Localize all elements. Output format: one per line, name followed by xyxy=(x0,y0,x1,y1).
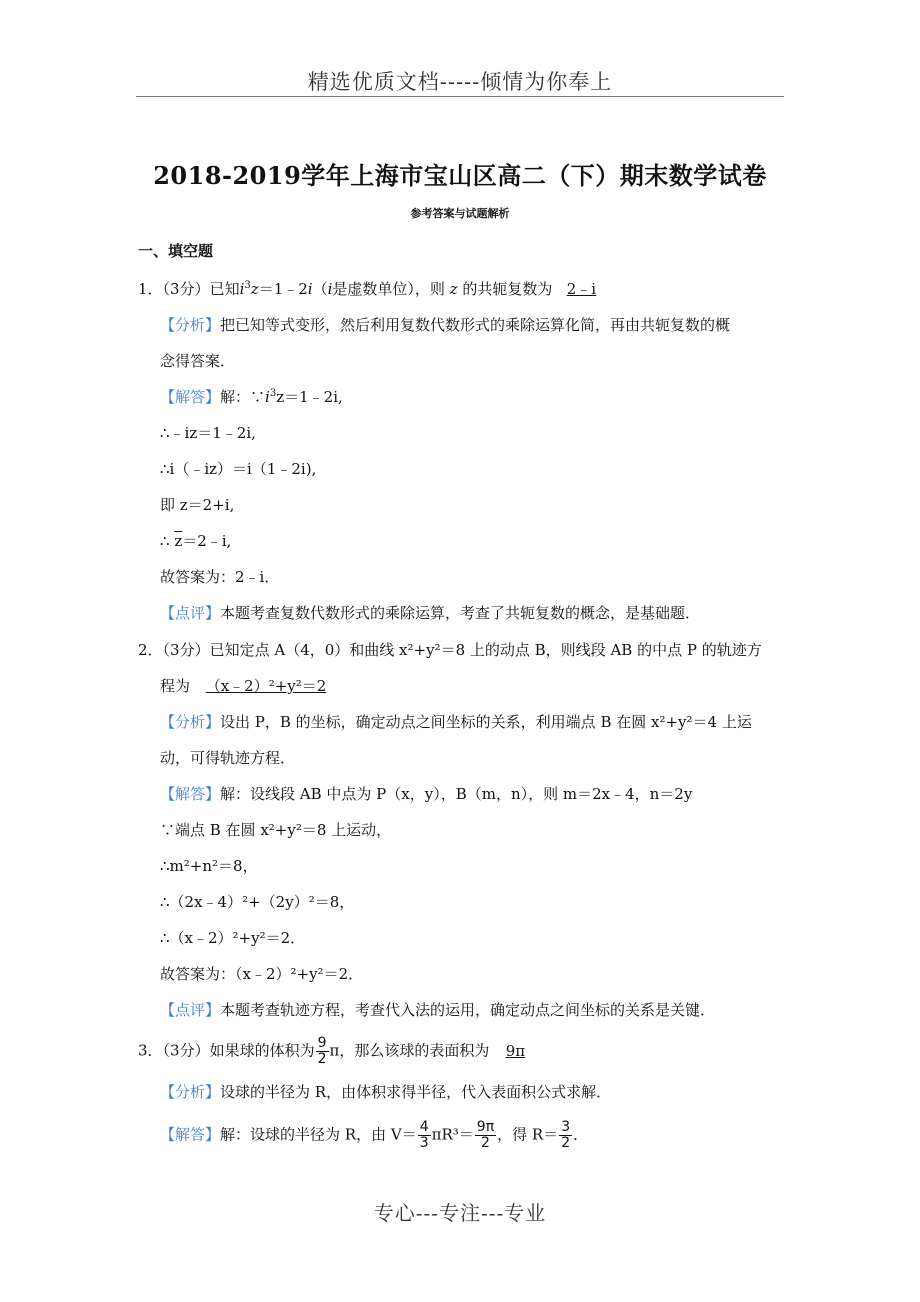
q3-answer: 9π xyxy=(505,1041,526,1060)
q2-final-answer: 故答案为：（x﹣2）²+y²＝2． xyxy=(160,965,364,983)
fraction-3-over-2: $\frac{3}{2}$ xyxy=(561,1119,571,1151)
q1-step-3: ∴i（﹣iz）＝i（1﹣2i), xyxy=(160,460,317,478)
q2-stem: 2．（3分）已知定点 A（4，0）和曲线 x²+y²＝8 上的动点 B，则线段 AB 的中点 P 的轨迹方 xyxy=(138,641,762,659)
q2-step-4: ∴（2x﹣4）²+（2y）²＝8， xyxy=(160,893,355,911)
q2-solution: 【解答】解：设线段 AB 中点为 P（x，y），B（m，n），则 m＝2x﹣4，n＝2y xyxy=(160,785,693,803)
q1-analysis-cont: 念得答案． xyxy=(160,352,236,370)
q1-stem: 1．（3分）已知$i^3z=1﹣2i(i$是虚数单位），则 z 的共轭复数为 2﹣i xyxy=(138,279,610,299)
q2-analysis: 【分析】设出 P，B 的坐标，确定动点之间坐标的关系，利用端点 B 在圆 x²+y²＝4 上运 xyxy=(160,713,752,731)
q2-stem-cont: 程为 （x﹣2）²+y²＝2 xyxy=(160,676,342,696)
fraction-4-over-3: $\frac{4}{3}$ xyxy=(419,1119,429,1151)
q2-answer: （x﹣2）²+y²＝2 xyxy=(205,677,327,695)
q1-comment: 【点评】本题考查复数代数形式的乘除运算，考查了共轭复数的概念，是基础题． xyxy=(160,604,701,622)
q2-step-5: ∴（x﹣2）²+y²＝2． xyxy=(160,929,306,947)
document-title: 2018-2019学年上海市宝山区高二（下）期末数学试卷 xyxy=(153,161,767,190)
q1-solution: 【解答】解：$\because i^3z=1﹣2i$, xyxy=(160,388,343,406)
q2-analysis-cont: 动，可得轨迹方程． xyxy=(160,749,296,767)
q1-answer: 2﹣i xyxy=(566,280,597,298)
section-heading: 一、填空题 xyxy=(138,242,214,260)
q1-step-2: ∴﹣iz＝1﹣2i, xyxy=(160,424,256,442)
document-subtitle: 参考答案与试题解析 xyxy=(410,207,510,220)
q1-step-4: 即 z＝2+i, xyxy=(160,496,235,514)
q3-stem: 3．（3分）如果球的体积为 $\frac{9}{2}$ π，那么该球的表面积为 9π xyxy=(138,1036,541,1067)
q1-final-answer: 故答案为：2﹣i． xyxy=(160,568,280,586)
q3-analysis: 【分析】设球的半径为 R，由体积求得半径，代入表面积公式求解． xyxy=(160,1083,612,1101)
q2-step-3: ∴m²+n²＝8， xyxy=(160,857,258,875)
page-footer: 专心---专注---专业 xyxy=(373,1201,547,1225)
conjugate-z: $\overline{z}$ xyxy=(174,532,183,550)
fraction-9-over-2: $\frac{9}{2}$ xyxy=(317,1035,327,1067)
q3-solution: 【解答】解：设球的半径为 R，由 V＝ $\frac{4}{3}$ πR³＝ $\frac{9\pi}{2}$ ，得 R＝ $\frac{3}{2}$ ． xyxy=(160,1119,589,1151)
q2-step-2: ∵端点 B 在圆 x²+y²＝8 上运动， xyxy=(160,821,392,839)
q1-step-5: ∴ $\overline{z}=2﹣i$, xyxy=(160,532,232,550)
q2-comment: 【点评】本题考查轨迹方程，考查代入法的运用，确定动点之间坐标的关系是关键． xyxy=(160,1001,716,1019)
fraction-9pi-over-2: $\frac{9\pi}{2}$ xyxy=(476,1119,495,1151)
q1-analysis: 【分析】把已知等式变形，然后利用复数代数形式的乘除运算化简，再由共轭复数的概 xyxy=(160,316,731,334)
page-header: 精选优质文档-----倾情为你奉上 xyxy=(307,70,613,94)
header-divider xyxy=(136,96,784,97)
